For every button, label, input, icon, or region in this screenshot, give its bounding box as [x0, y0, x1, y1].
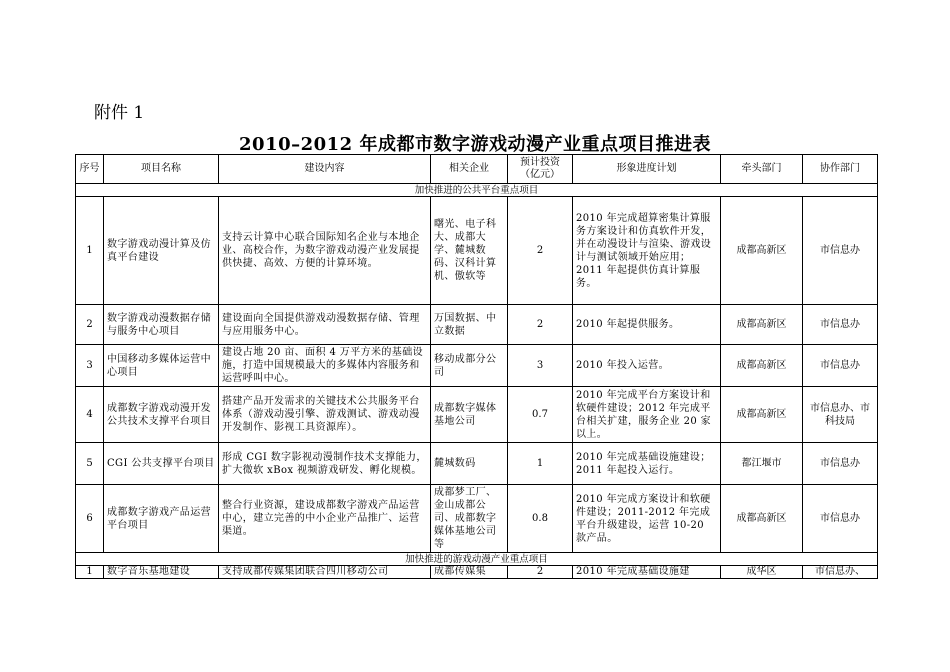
header-cell-invest: 预计投资 （亿元）: [508, 155, 573, 184]
table-row: [76, 443, 878, 485]
cell-plan: 2010 年完成基础设施建设；2011 年起投入运行。: [573, 443, 721, 485]
table-row: [76, 566, 878, 579]
cell-enterprise: 万国数据、中立数据: [431, 305, 508, 345]
table-row: [76, 485, 878, 553]
cell-lead: 成都高新区: [721, 485, 803, 553]
cell-invest: 2: [508, 305, 573, 345]
cell-lead: 都江堰市: [721, 443, 803, 485]
cell-coop: 市信息办: [803, 197, 878, 305]
cell-no: 3: [76, 345, 104, 387]
cell-no: 4: [76, 387, 104, 443]
cell-name: 中国移动多媒体运营中心项目: [104, 345, 219, 387]
table-row: [76, 387, 878, 443]
cell-lead: 成都高新区: [721, 345, 803, 387]
table-row: [76, 197, 878, 305]
cell-plan: 2010 年完成基础设施建: [573, 566, 721, 579]
cell-coop: 市信息办、: [803, 566, 878, 579]
cell-plan: 2010 年完成超算密集计算服务方案设计和仿真软件开发，并在动漫设计与渲染、游戏设计与测试领域开始应用；2011 年起提供仿真计算服务。: [573, 197, 721, 305]
cell-content: 支持成都传媒集团联合四川移动公司: [219, 566, 431, 579]
header-cell-lead: 牵头部门: [721, 155, 803, 184]
cell-content: 支持云计算中心联合国际知名企业与本地企业、高校合作，为数字游戏动漫产业发展提供快捷、高效、方便的计算环境。: [219, 197, 431, 305]
cell-invest: 0.7: [508, 387, 573, 443]
section-row-public-platform: [76, 184, 878, 197]
header-cell-enterprise: 相关企业: [431, 155, 508, 184]
table-row: [76, 305, 878, 345]
section-row-industry-projects: [76, 553, 878, 566]
cell-plan: 2010 年投入运营。: [573, 345, 721, 387]
cell-no: 5: [76, 443, 104, 485]
cell-coop: 市信息办: [803, 305, 878, 345]
cell-enterprise: 成都传媒集: [431, 566, 508, 579]
cell-invest: 2: [508, 197, 573, 305]
header-cell-plan: 形象进度计划: [573, 155, 721, 184]
cell-lead: 成都高新区: [721, 387, 803, 443]
header-row: [76, 155, 878, 184]
cell-plan: 2010 年完成方案设计和软硬件建设；2011-2012 年完成平台升级建设，运营 10-20 款产品。: [573, 485, 721, 553]
cell-coop: 市信息办: [803, 345, 878, 387]
cell-coop: 市信息办: [803, 485, 878, 553]
cell-invest: 3: [508, 345, 573, 387]
attachment-label: 附件 1: [94, 103, 145, 123]
cell-coop: 市信息办: [803, 443, 878, 485]
cell-lead: 成华区: [721, 566, 803, 579]
cell-name: 成都数字游戏动漫开发公共技术支撑平台项目: [104, 387, 219, 443]
cell-lead: 成都高新区: [721, 305, 803, 345]
cell-no: 1: [76, 566, 104, 579]
cell-coop: 市信息办、市科技局: [803, 387, 878, 443]
cell-enterprise: 曙光、电子科大、成都大学、麓城数码、汉科计算机、傲软等: [431, 197, 508, 305]
table-row: [76, 345, 878, 387]
cell-enterprise: 成都梦工厂、金山成都公司、成都数字媒体基地公司等: [431, 485, 508, 553]
cell-no: 2: [76, 305, 104, 345]
cell-name: 数字游戏动漫计算及仿真平台建设: [104, 197, 219, 305]
cell-content: 建设占地 20 亩、面积 4 万平方米的基础设施，打造中国规模最大的多媒体内容服务和运营呼叫中心。: [219, 345, 431, 387]
cell-enterprise: 成都数字媒体基地公司: [431, 387, 508, 443]
cell-name: CGI 公共支撑平台项目: [104, 443, 219, 485]
section-title: 加快推进的游戏动漫产业重点项目: [76, 553, 878, 566]
cell-plan: 2010 年完成平台方案设计和软硬件建设；2012 年完成平台相关扩建，服务企业 20 家以上。: [573, 387, 721, 443]
cell-no: 6: [76, 485, 104, 553]
cell-plan: 2010 年起提供服务。: [573, 305, 721, 345]
cell-name: 数字游戏动漫数据存储与服务中心项目: [104, 305, 219, 345]
cell-name: 数字音乐基地建设: [104, 566, 219, 579]
cell-no: 1: [76, 197, 104, 305]
cell-content: 整合行业资源，建设成都数字游戏产品运营中心，建立完善的中小企业产品推广、运营渠道。: [219, 485, 431, 553]
cell-content: 建设面向全国提供游戏动漫数据存储、管理与应用服务中心。: [219, 305, 431, 345]
cell-content: 搭建产品开发需求的关键技术公共服务平台体系（游戏动漫引擎、游戏测试、游戏动漫开发制作、影视工具资源库）。: [219, 387, 431, 443]
cell-invest: 1: [508, 443, 573, 485]
header-cell-no: 序号: [76, 155, 104, 184]
page-title: 2010–2012 年成都市数字游戏动漫产业重点项目推进表: [239, 134, 711, 155]
cell-name: 成都数字游戏产品运营平台项目: [104, 485, 219, 553]
header-cell-name: 项目名称: [104, 155, 219, 184]
cell-enterprise: 移动成都分公司: [431, 345, 508, 387]
header-cell-content: 建设内容: [219, 155, 431, 184]
cell-invest: 0.8: [508, 485, 573, 553]
cell-invest: 2: [508, 566, 573, 579]
section-title: 加快推进的公共平台重点项目: [76, 184, 878, 197]
project-table: [75, 154, 878, 579]
cell-lead: 成都高新区: [721, 197, 803, 305]
header-cell-coop: 协作部门: [803, 155, 878, 184]
cell-enterprise: 麓城数码: [431, 443, 508, 485]
cell-content: 形成 CGI 数字影视动漫制作技术支撑能力，扩大微软 xBox 视频游戏研发、孵化规模。: [219, 443, 431, 485]
